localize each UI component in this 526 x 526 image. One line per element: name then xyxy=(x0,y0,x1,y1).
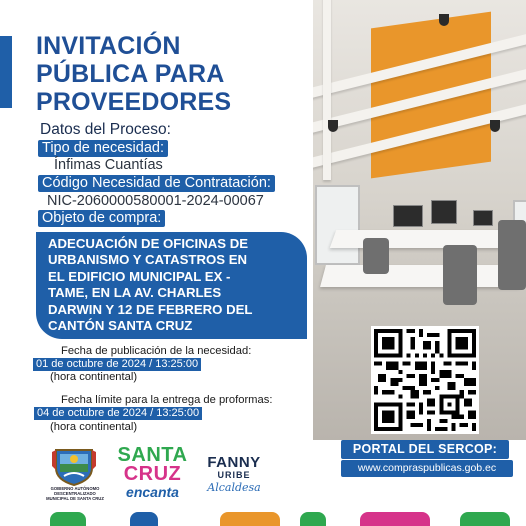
logo-uribe: URIBE xyxy=(217,470,251,480)
need-type-label: Tipo de necesidad: xyxy=(38,140,168,157)
accent-bar xyxy=(0,36,12,108)
logo-encanta: encanta xyxy=(126,484,179,500)
object-line: CANTÓN SANTA CRUZ xyxy=(48,318,193,334)
object-line: ADECUACIÓN DE OFICINAS DE xyxy=(48,236,249,251)
portal-url-link[interactable]: www.compraspublicas.gob.ec xyxy=(341,460,513,477)
logo-fanny: FANNY xyxy=(207,454,261,471)
publication-date-value: 01 de octubre de 2024 / 13:25:00 xyxy=(33,358,201,371)
bottom-color-strip xyxy=(0,512,526,526)
object-label: Objeto de compra: xyxy=(38,210,165,227)
code-value: NIC-2060000580001-2024-00067 xyxy=(47,193,264,209)
deadline-date-note: (hora continental) xyxy=(50,421,138,433)
object-description xyxy=(36,232,307,339)
object-line: TAME, EN LA AV. CHARLES xyxy=(48,285,222,301)
deadline-date-value: 04 de octubre de 2024 / 13:25:00 xyxy=(34,407,202,420)
municipality-shield-logo xyxy=(52,446,96,486)
logo-cruz: CRUZ xyxy=(123,463,182,485)
title-line: PROVEEDORES xyxy=(36,88,232,116)
portal-label: PORTAL DEL SERCOP: xyxy=(341,440,509,459)
publication-date-label: Fecha de publicación de la necesidad: xyxy=(61,345,252,357)
fanny-uribe-logo xyxy=(201,455,267,494)
logo-alcaldesa: Alcaldesa xyxy=(207,481,261,494)
code-label: Código Necesidad de Contratación: xyxy=(38,175,275,192)
process-heading: Datos del Proceso: xyxy=(40,121,171,138)
santa-cruz-encanta-logo xyxy=(115,446,190,502)
publication-date-note: (hora continental) xyxy=(50,371,138,383)
title-line: INVITACIÓN xyxy=(36,32,181,60)
need-type-value: Ínfimas Cuantías xyxy=(54,157,163,173)
qr-code[interactable] xyxy=(371,326,479,434)
deadline-date-label: Fecha límite para la entrega de proformas: xyxy=(61,394,273,406)
logo-santa: SANTA xyxy=(117,444,188,466)
object-line: DARWIN Y 12 DE FEBRERO DEL xyxy=(48,301,253,317)
municipality-logo-text: GOBIERNO AUTÓNOMO DESCENTRALIZADO MUNICIPAL DE SANTA CRUZ xyxy=(46,486,104,501)
title-line: PÚBLICA PARA xyxy=(36,60,225,88)
object-line: URBANISMO Y CATASTROS EN xyxy=(48,252,248,268)
page-title xyxy=(36,32,306,116)
object-line: EL EDIFICIO MUNICIPAL EX - xyxy=(48,268,231,284)
